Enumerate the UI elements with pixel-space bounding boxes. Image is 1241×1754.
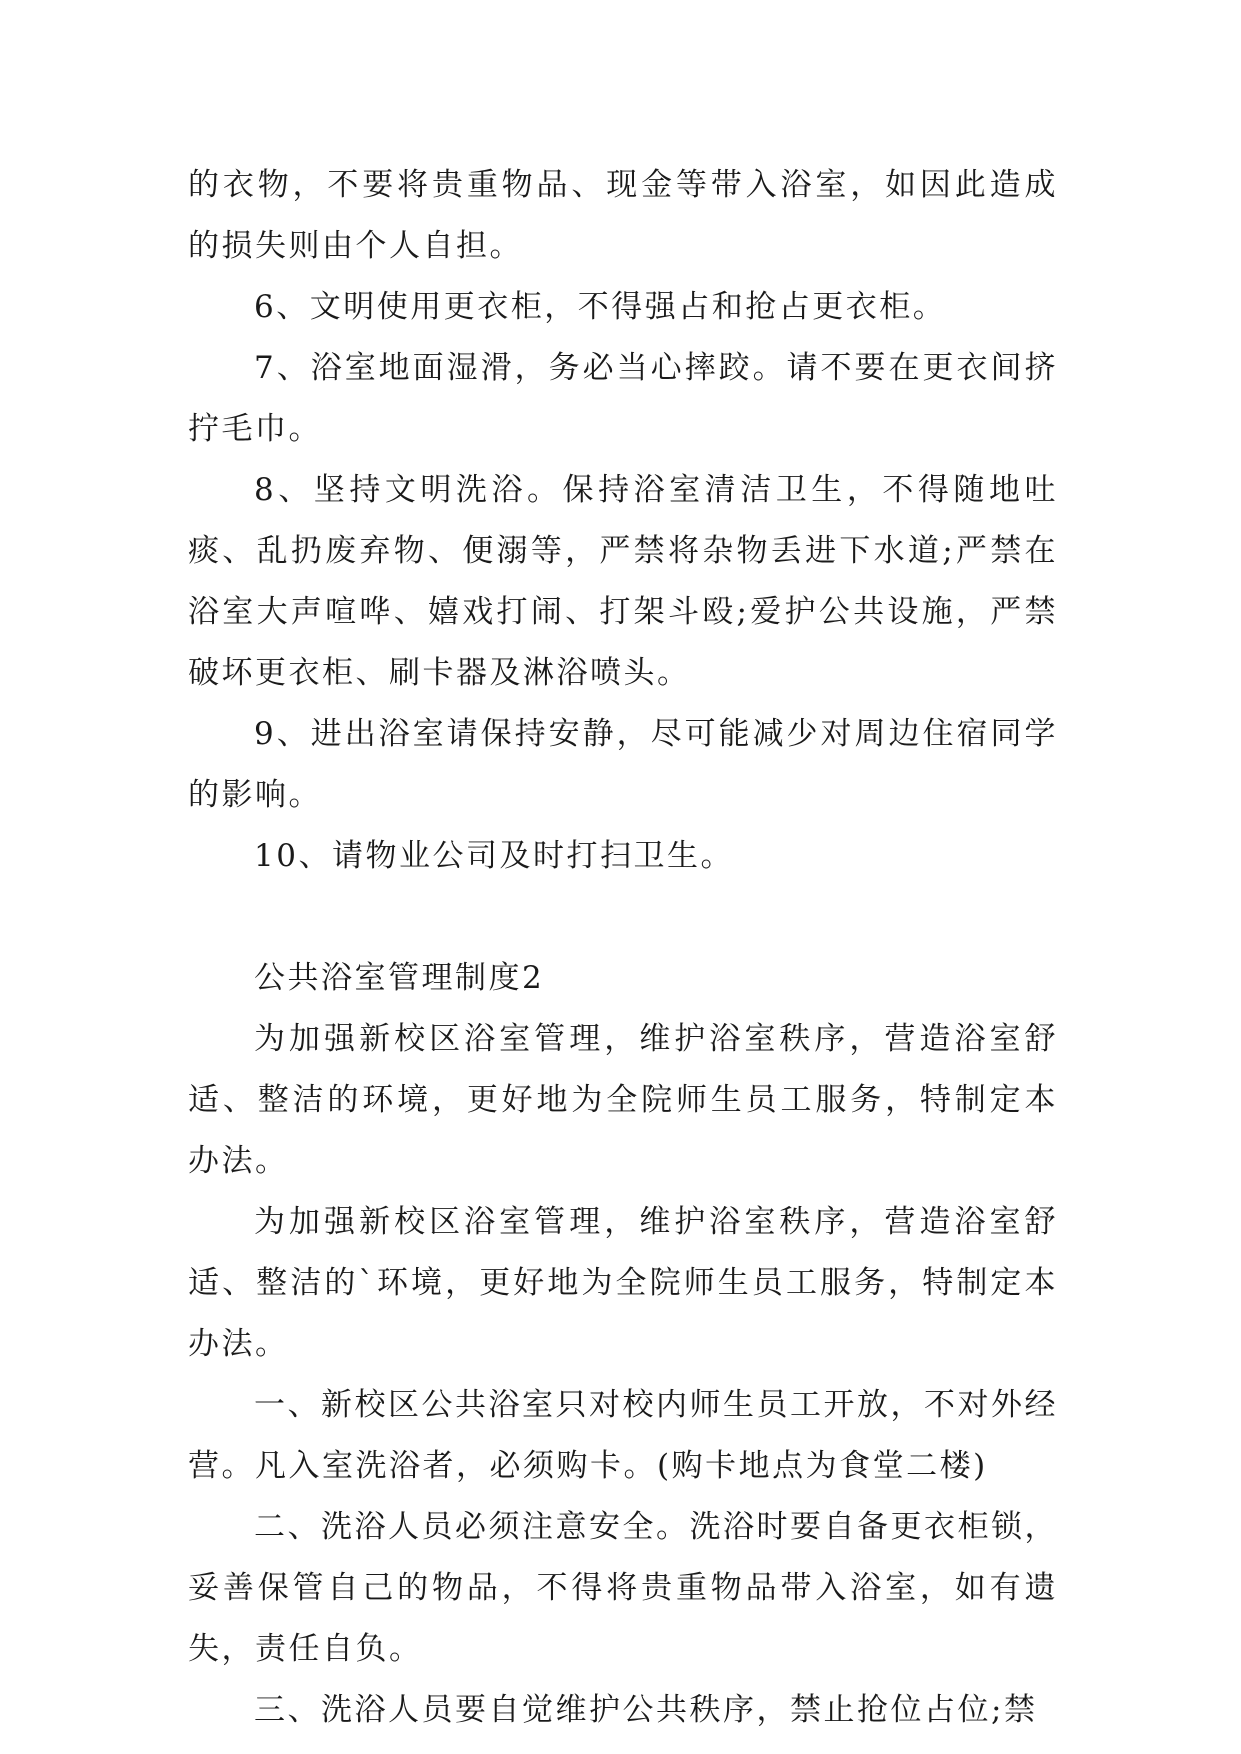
article-1: 一、新校区公共浴室只对校内师生员工开放，不对外经营。凡入室洗浴者，必须购卡。(购卡地点为食堂二楼): [188, 1387, 1058, 1484]
section-spacer: [188, 887, 1058, 948]
rule-item-8: 8、坚持文明洗浴。保持浴室清洁卫生，不得随地吐痰、乱扔废弃物、便溺等，严禁将杂物丢进下水道;严禁在浴室大声喧哗、嬉戏打闹、打架斗殴;爱护公共设施，严禁破坏更衣柜、刷卡器及淋浴喷头。: [188, 472, 1058, 691]
article-2: 二、洗浴人员必须注意安全。洗浴时要自备更衣柜锁，妥善保管自己的物品，不得将贵重物品带入浴室，如有遗失，责任自负。: [188, 1509, 1058, 1667]
intro-paragraph-repeat: 为加强新校区浴室管理，维护浴室秩序，营造浴室舒适、整洁的`环境，更好地为全院师生员工服务，特制定本办法。: [188, 1204, 1058, 1362]
section-title: 公共浴室管理制度2: [254, 960, 545, 996]
paragraph-continuation: 的衣物，不要将贵重物品、现金等带入浴室，如因此造成的损失则由个人自担。: [188, 167, 1058, 264]
intro-paragraph: 为加强新校区浴室管理，维护浴室秩序，营造浴室舒适、整洁的环境，更好地为全院师生员工服务，特制定本办法。: [188, 1021, 1058, 1179]
rule-item-9: 9、进出浴室请保持安静，尽可能减少对周边住宿同学的影响。: [188, 716, 1058, 813]
rule-item-10: 10、请物业公司及时打扫卫生。: [254, 838, 734, 874]
rule-item-7: 7、浴室地面湿滑，务必当心摔跤。请不要在更衣间挤拧毛巾。: [188, 350, 1058, 447]
rule-item-6: 6、文明使用更衣柜，不得强占和抢占更衣柜。: [254, 289, 947, 325]
article-3: 三、洗浴人员要自觉维护公共秩序，禁止抢位占位;禁: [254, 1692, 1038, 1728]
document-body: [188, 155, 1058, 1741]
